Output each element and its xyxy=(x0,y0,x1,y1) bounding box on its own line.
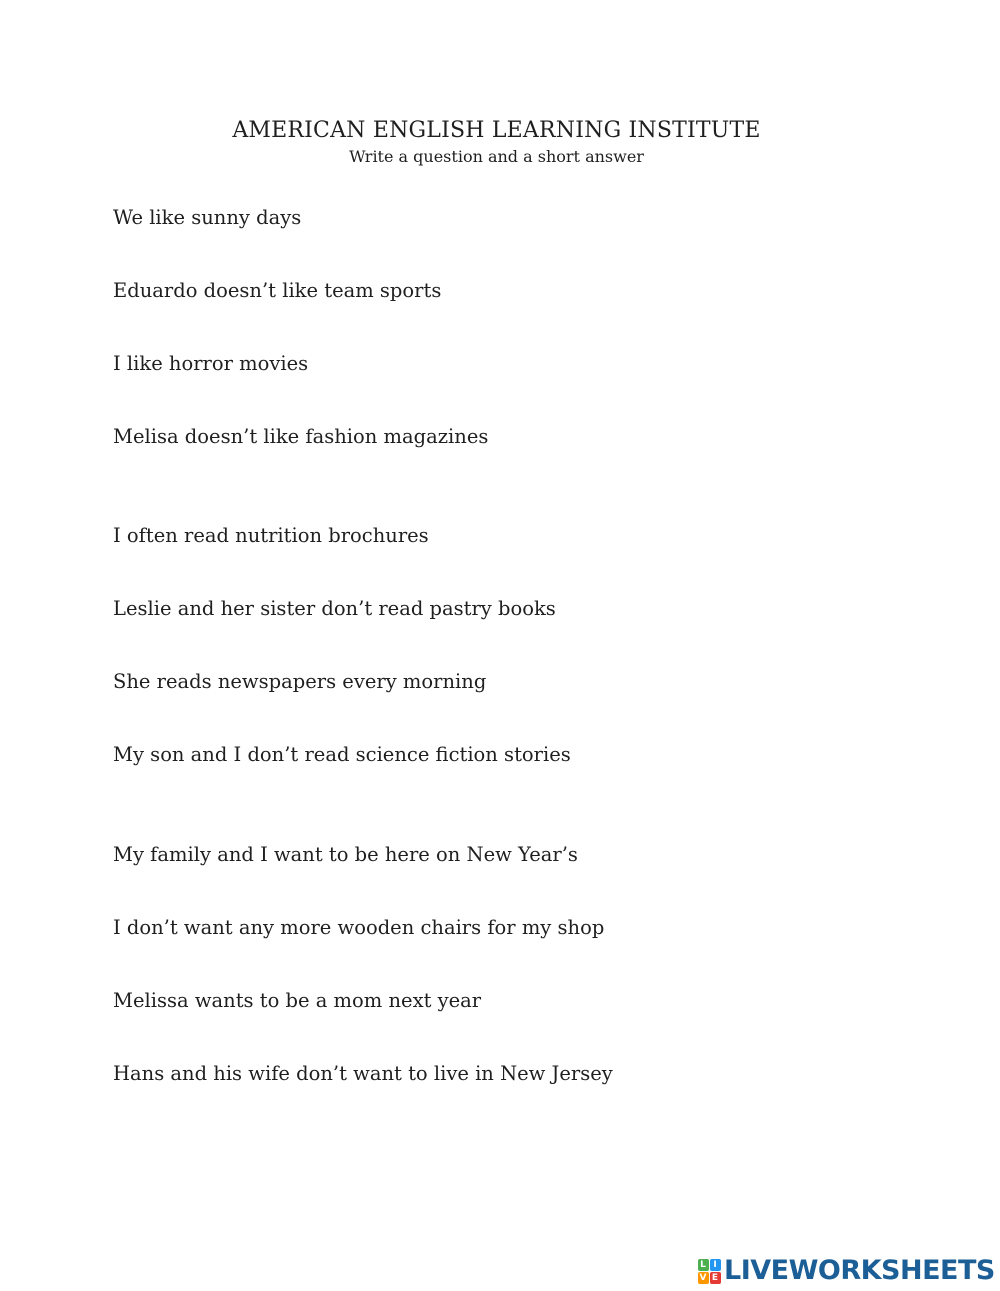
sentence-8: My son and I don’t read science fiction stories xyxy=(113,743,571,766)
sentence-12: Hans and his wife don’t want to live in New Jersey xyxy=(113,1062,613,1085)
sentence-10: I don’t want any more wooden chairs for my shop xyxy=(113,916,605,939)
page-subtitle: Write a question and a short answer xyxy=(349,147,644,166)
sentence-9: My family and I want to be here on New Year’s xyxy=(113,843,578,866)
sentence-1: We like sunny days xyxy=(113,206,302,229)
logo-cell-i: I xyxy=(710,1259,721,1271)
logo-cell-e: E xyxy=(710,1272,721,1284)
logo-text: LIVEWORKSHEETS xyxy=(724,1255,995,1286)
logo-cell-v: V xyxy=(698,1272,709,1284)
sentence-11: Melissa wants to be a mom next year xyxy=(113,989,482,1012)
liveworksheets-logo xyxy=(697,1256,995,1286)
sentence-3: I like horror movies xyxy=(113,352,309,375)
sentence-5: I often read nutrition brochures xyxy=(113,524,429,547)
page-title: AMERICAN ENGLISH LEARNING INSTITUTE xyxy=(232,118,761,143)
sentence-7: She reads newspapers every morning xyxy=(113,670,487,693)
liveworksheets-logo-icon xyxy=(697,1258,721,1284)
sentence-6: Leslie and her sister don’t read pastry books xyxy=(113,597,556,620)
sentence-4: Melisa doesn’t like fashion magazines xyxy=(113,425,489,448)
sentence-2: Eduardo doesn’t like team sports xyxy=(113,279,442,302)
logo-cell-l: L xyxy=(698,1259,709,1271)
